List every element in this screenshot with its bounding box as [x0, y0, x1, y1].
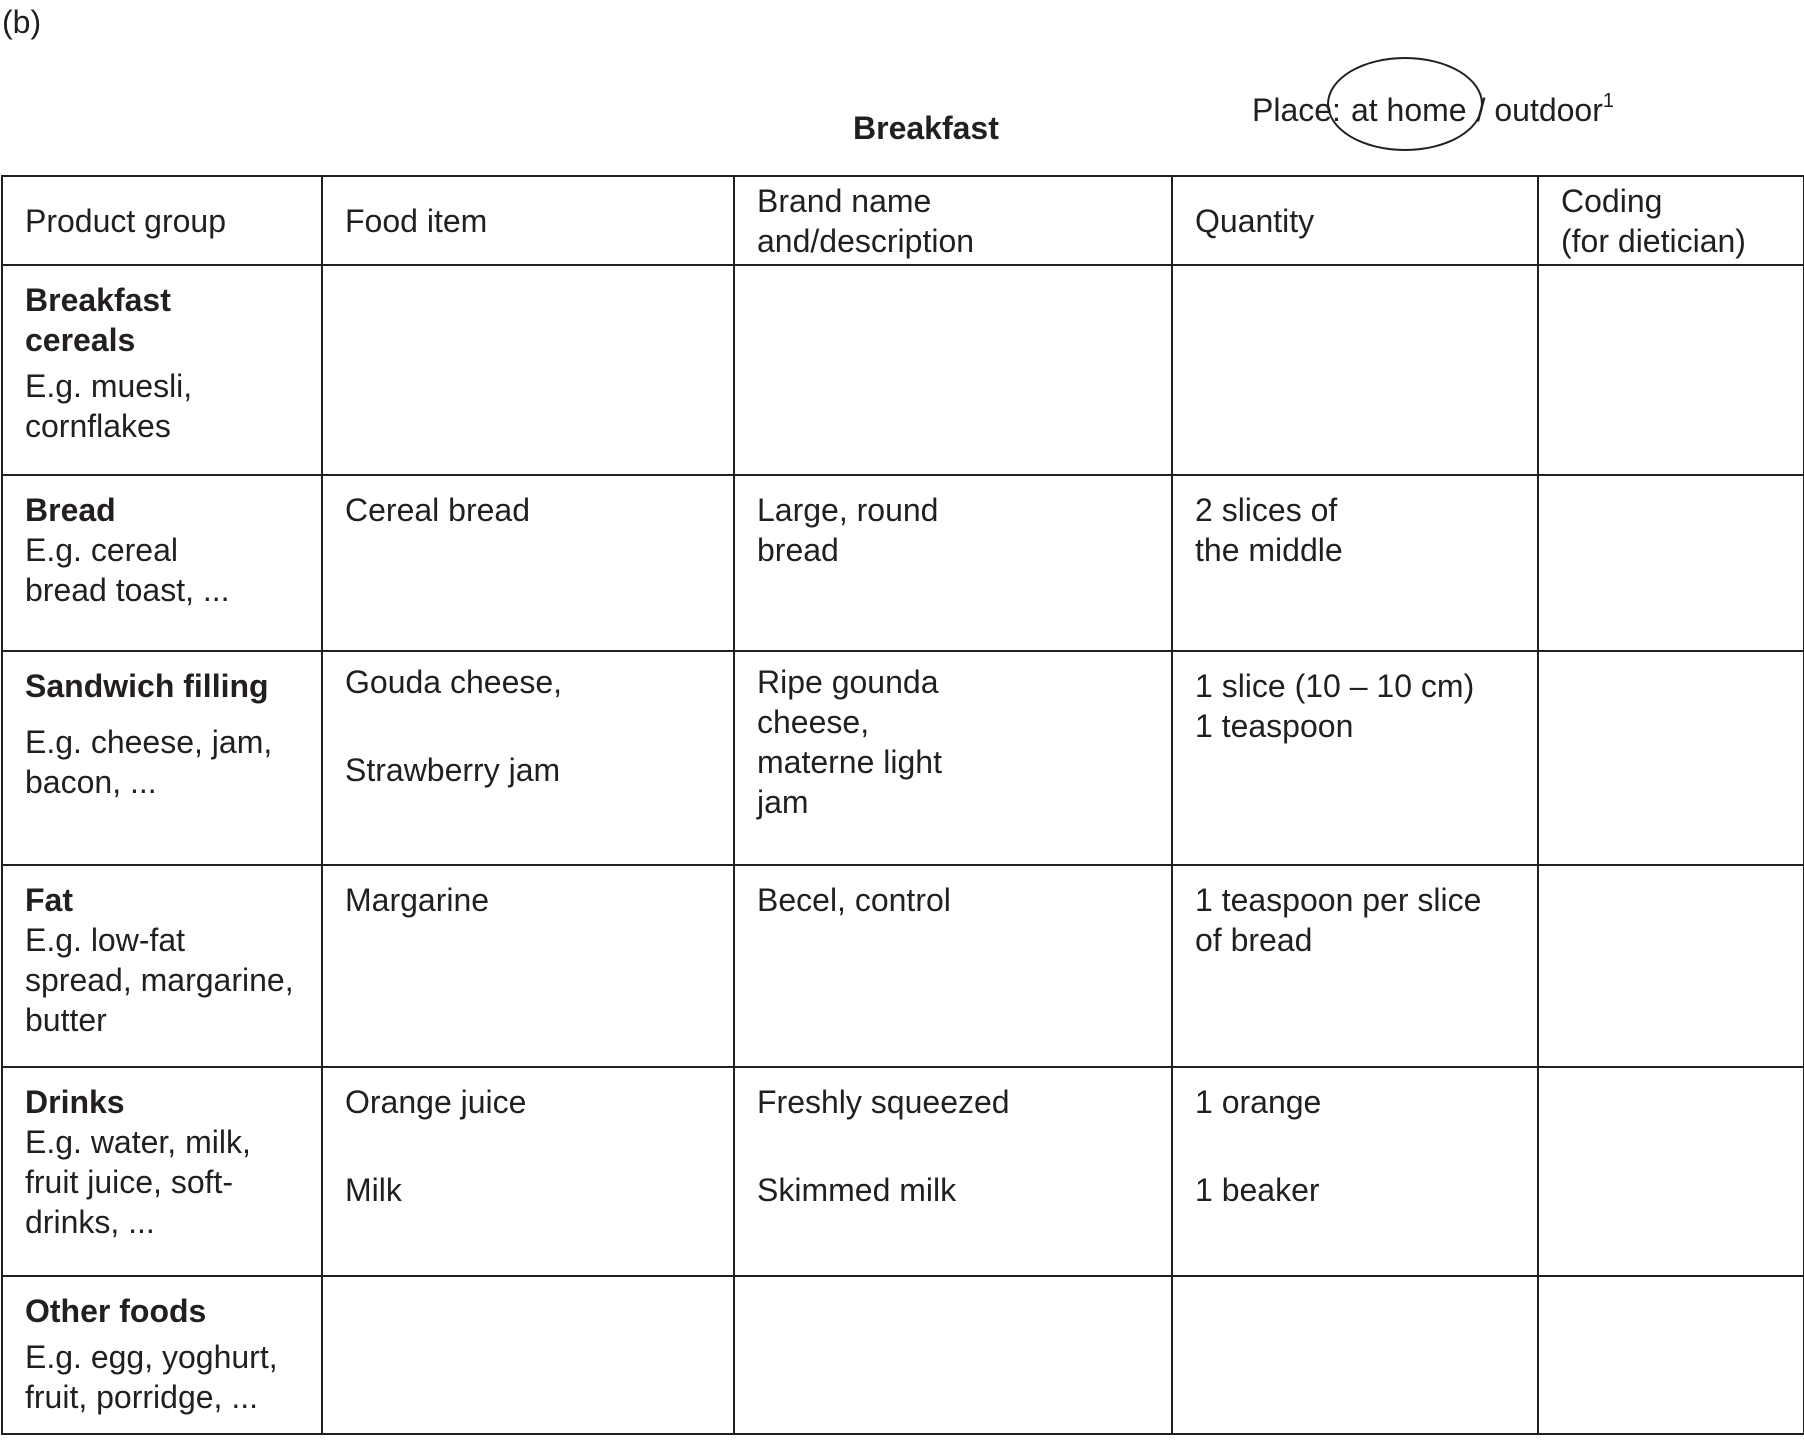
panel-label: (b): [2, 4, 42, 40]
group-example: E.g. egg, yoghurt,: [25, 1339, 278, 1375]
brand-cell[interactable]: Ripe gounda cheese, materne light jam: [734, 651, 1172, 865]
food-item-cell[interactable]: Gouda cheese, Strawberry jam: [322, 651, 734, 865]
product-group-cell: [2, 265, 322, 475]
table-row: [2, 865, 1804, 1067]
table-header-row: [2, 176, 1804, 265]
table-row: [2, 1067, 1804, 1276]
food-item-cell[interactable]: [322, 265, 734, 475]
group-name: Drinks: [25, 1084, 125, 1120]
coding-cell[interactable]: [1538, 475, 1804, 651]
table-row: [2, 265, 1804, 475]
group-example: spread, margarine,: [25, 962, 294, 998]
table-row: [2, 1276, 1804, 1434]
place-option-at-home: at home: [1350, 92, 1467, 128]
food-diary-table: [1, 175, 1804, 1435]
brand-cell[interactable]: [734, 265, 1172, 475]
food-item-cell[interactable]: Cereal bread: [322, 475, 734, 651]
header-coding: Coding (for dietician): [1538, 176, 1804, 265]
product-group-cell: [2, 475, 322, 651]
group-example: bacon, ...: [25, 764, 157, 800]
group-example: butter: [25, 1002, 107, 1038]
footnote-marker: 1: [1602, 90, 1614, 112]
group-example: E.g. cheese, jam,: [25, 724, 273, 760]
group-example: bread toast, ...: [25, 572, 230, 608]
brand-cell[interactable]: Large, round bread: [734, 475, 1172, 651]
header-food-item: Food item: [322, 176, 734, 265]
group-example: E.g. cereal: [25, 532, 178, 568]
quantity-cell[interactable]: [1172, 265, 1538, 475]
quantity-cell[interactable]: 2 slices of the middle: [1172, 475, 1538, 651]
brand-cell[interactable]: Becel, control: [734, 865, 1172, 1067]
group-example: E.g. water, milk,: [25, 1124, 251, 1160]
place-label: Place:: [1252, 92, 1341, 128]
quantity-cell[interactable]: 1 teaspoon per slice of bread: [1172, 865, 1538, 1067]
product-group-cell: [2, 1276, 322, 1434]
product-group-cell: [2, 651, 322, 865]
group-example: E.g. low-fat: [25, 922, 186, 958]
brand-cell[interactable]: [734, 1276, 1172, 1434]
food-item-cell[interactable]: [322, 1276, 734, 1434]
group-example: fruit juice, soft-: [25, 1164, 234, 1200]
product-group-cell: [2, 1067, 322, 1276]
table-row: [2, 475, 1804, 651]
food-item-cell[interactable]: Margarine: [322, 865, 734, 1067]
coding-cell[interactable]: [1538, 651, 1804, 865]
header-product-group: Product group: [2, 176, 322, 265]
meal-title: Breakfast: [853, 110, 999, 146]
group-name: Bread: [25, 492, 116, 528]
header-quantity: Quantity: [1172, 176, 1538, 265]
coding-cell[interactable]: [1538, 1276, 1804, 1434]
group-example: drinks, ...: [25, 1204, 155, 1240]
group-name: Other foods: [25, 1293, 207, 1329]
place-selector: [1252, 90, 1614, 130]
quantity-cell[interactable]: 1 orange 1 beaker: [1172, 1067, 1538, 1276]
group-example: cornflakes: [25, 408, 171, 444]
coding-cell[interactable]: [1538, 265, 1804, 475]
group-name: Breakfast: [25, 282, 171, 318]
coding-cell[interactable]: [1538, 1067, 1804, 1276]
food-item-cell[interactable]: Orange juice Milk: [322, 1067, 734, 1276]
group-name: Sandwich filling: [25, 668, 269, 704]
place-option-circled[interactable]: [1341, 90, 1477, 130]
group-name: cereals: [25, 322, 136, 358]
coding-cell[interactable]: [1538, 865, 1804, 1067]
header-brand: Brand name and/description: [734, 176, 1172, 265]
place-option-outdoor: / outdoor: [1476, 92, 1603, 128]
brand-cell[interactable]: Freshly squeezed Skimmed milk: [734, 1067, 1172, 1276]
quantity-cell[interactable]: [1172, 1276, 1538, 1434]
group-example: E.g. muesli,: [25, 368, 193, 404]
table-row: [2, 651, 1804, 865]
quantity-cell[interactable]: 1 slice (10 – 10 cm) 1 teaspoon: [1172, 651, 1538, 865]
group-name: Fat: [25, 882, 73, 918]
group-example: fruit, porridge, ...: [25, 1379, 258, 1415]
product-group-cell: [2, 865, 322, 1067]
